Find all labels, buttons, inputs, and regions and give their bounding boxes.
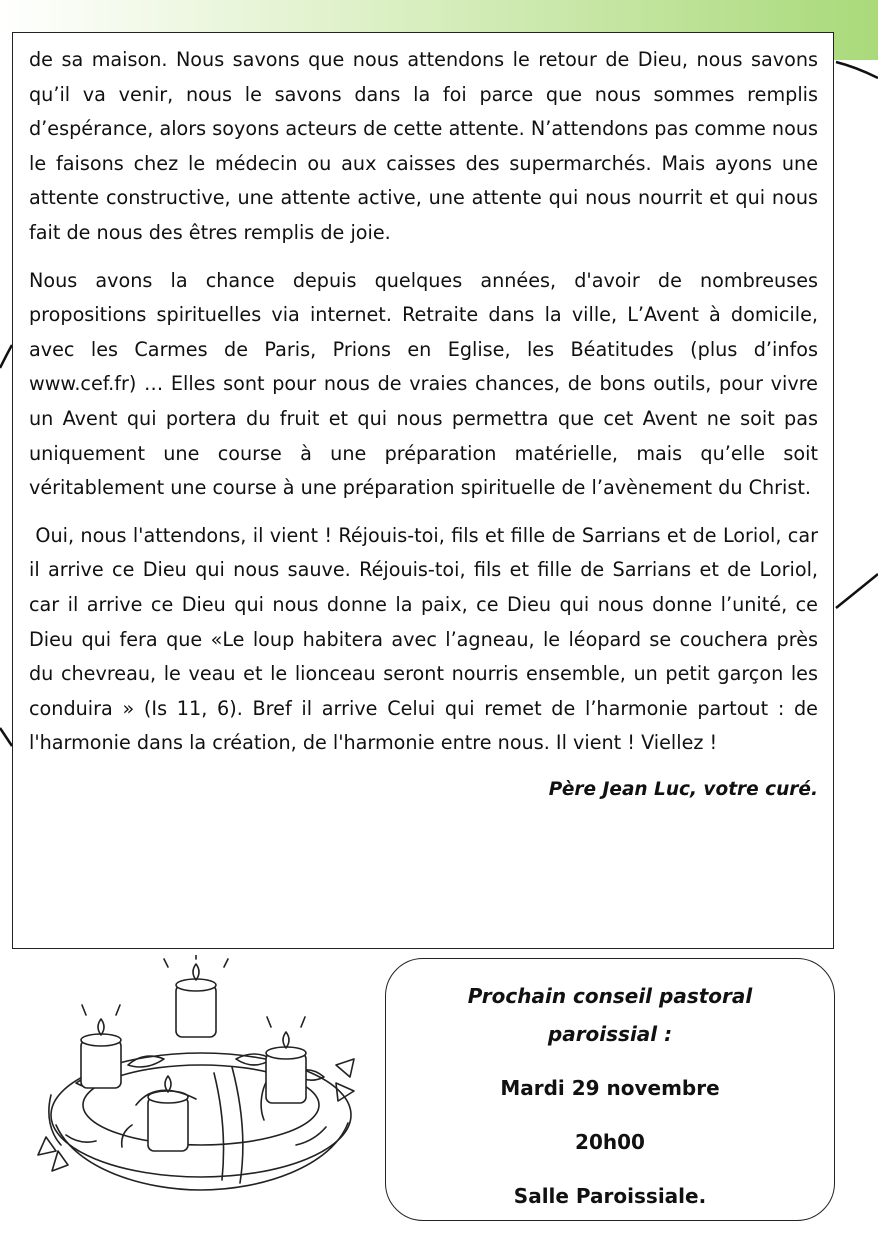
announcement-box — [385, 958, 835, 1221]
advent-wreath-icon — [36, 955, 358, 1215]
paragraph-2: Nous avons la chance depuis quelques années, d'avoir de nombreuses propositions spirituelles via internet. Retraite dans la ville, L’Avent à domicile, avec les Carmes de Paris, Prions en Eglise, les Béatitudes (plus d’infos www.cef.fr) … Elles sont pour nous de vraies chances, de bons outils, pour vivre un Avent qui portera du fruit et qui nous permettra que cet Avent ne soit pas uniquement une course à une préparation matérielle, mais qu’elle soit véritablement une course à une préparation spirituelle de l’avènement du Christ. — [29, 268, 818, 500]
announcement-place: Salle Paroissiale. — [513, 1184, 707, 1208]
announcement-title-line-2: paroissial : — [547, 1022, 673, 1046]
letter-text-box — [12, 32, 834, 949]
announcement-date: Mardi 29 novembre — [500, 1076, 720, 1100]
announcement-title-line-1: Prochain conseil pastoral — [467, 984, 753, 1008]
paragraph-3: Oui, nous l'attendons, il vient ! Réjouis-toi, fils et fille de Sarrians et de Loriol, car il arrive ce Dieu qui nous sauve. Réjouis-toi, fils et fille de Sarrians et de Loriol, car il arrive ce Dieu qui nous donne la paix, ce Dieu qui nous donne l’unité, ce Dieu qui fera que «Le loup habitera avec l’agneau, le léopard se couchera près du chevreau, le veau et le lionceau seront nourris ensemble, un petit garçon les conduira » (Is 11, 6). Bref il arrive Celui qui remet de l’harmonie partout : de l'harmonie dans la création, de l'harmonie entre nous. Il vient ! Viellez ! — [29, 523, 825, 755]
announcement-time: 20h00 — [575, 1130, 645, 1154]
signature: Père Jean Luc, votre curé. — [548, 778, 818, 800]
paragraph-1: de sa maison. Nous savons que nous attendons le retour de Dieu, nous savons qu’il va venir, nous le savons dans la foi parce que nous sommes remplis d’espérance, alors soyons acteurs de cette attente. N’attendons pas comme nous le faisons chez le médecin ou aux caisses des supermarchés. Mais ayons une attente constructive, une attente active, une attente qui nous nourrit et qui nous fait de nous des êtres remplis de joie. — [29, 48, 818, 244]
